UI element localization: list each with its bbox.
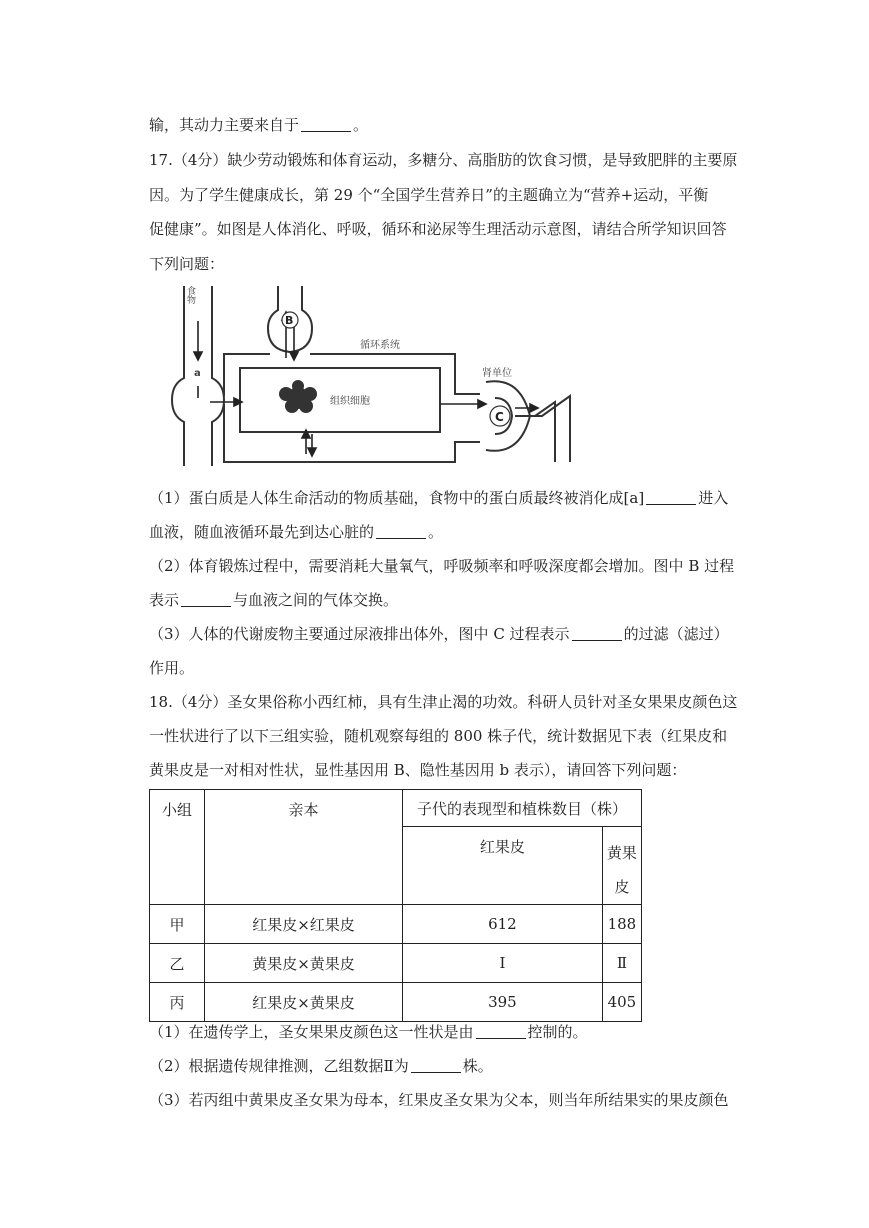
- q18-sub2-text: 株。: [462, 1057, 493, 1075]
- q17-sub3-line1: [149, 624, 729, 644]
- intro-text: 输，其动力主要来自于: [149, 116, 300, 134]
- label-tissue: 组织细胞: [330, 396, 370, 407]
- circulation-outer-left: [224, 354, 270, 396]
- label-C: C: [495, 410, 504, 424]
- header-red: 红果皮: [403, 827, 603, 905]
- label-circulation: 循环系统: [360, 340, 400, 351]
- cell-parent: 黄果皮×黄果皮: [205, 944, 403, 983]
- cell-parent: 红果皮×黄果皮: [205, 983, 403, 1022]
- q17-sub2-line2: [149, 590, 398, 610]
- answer-blank[interactable]: [411, 1058, 461, 1073]
- cell-group: 丙: [150, 983, 205, 1022]
- header-group: 小组: [150, 790, 205, 905]
- q17-sub3-text: 的过滤（滤过）: [623, 625, 729, 643]
- nephron-tubule-inner: [535, 402, 555, 462]
- physiology-diagram: [170, 276, 600, 472]
- q17-sub2-text: 表示: [149, 591, 180, 609]
- q18-line-1: 18.（4分）圣女果俗称小西红柿，具有生津止渴的功效。科研人员针对圣女果果皮颜色这: [149, 693, 738, 711]
- q17-sub2-text: 与血液之间的气体交换。: [233, 591, 399, 609]
- q17-sub1-line1: [149, 488, 728, 508]
- header-yellow: [602, 827, 641, 905]
- arrow-down-icon: [308, 448, 316, 456]
- nephron-tubule: [515, 396, 570, 462]
- tissue-cells: [279, 380, 317, 413]
- answer-blank[interactable]: [181, 592, 231, 607]
- table-row: [150, 944, 642, 983]
- punct: 。: [353, 116, 369, 134]
- intro-line: [149, 115, 368, 135]
- header-yellow-2: 皮: [614, 878, 630, 896]
- digestive-tube-right: [212, 286, 224, 466]
- q17-sub3-text: （3）人体的代谢废物主要通过尿液排出体外，图中 C 过程表示: [149, 625, 570, 643]
- arrow-right-icon: [530, 404, 538, 412]
- arrow-down-icon: [194, 352, 202, 360]
- answer-blank[interactable]: [301, 117, 351, 132]
- q18-sub1: [149, 1022, 588, 1042]
- q18-sub1-text: 控制的。: [527, 1023, 588, 1041]
- q18-sub3: （3）若丙组中黄果皮圣女果为母本，红果皮圣女果为父本，则当年所结果实的果皮颜色: [149, 1091, 729, 1109]
- q17-line-3: 促健康”。如图是人体消化、呼吸，循环和泌尿等生理活动示意图，请结合所学知识回答: [149, 220, 727, 238]
- q18-line-3: 黄果皮是一对相对性状，显性基因用 B、隐性基因用 b 表示），请回答下列问题：: [149, 761, 687, 779]
- q17-sub3-line2: 作用。: [149, 659, 195, 677]
- cell-group: 乙: [150, 944, 205, 983]
- q17-sub1-text: （1）蛋白质是人体生命活动的物质基础，食物中的蛋白质最终被消化成[a]: [149, 489, 645, 507]
- table-row: [150, 905, 642, 944]
- digestive-tube-left: [172, 286, 184, 466]
- cell-group: 甲: [150, 905, 205, 944]
- arrow-down-icon: [290, 352, 298, 360]
- q17-sub2-line1: （2）体育锻炼过程中，需要消耗大量氧气，呼吸频率和呼吸深度都会增加。图中 B 过程: [149, 557, 735, 575]
- header-offspring: 子代的表现型和植株数目（株）: [403, 790, 642, 827]
- label-B: B: [285, 314, 294, 327]
- genetics-table: [149, 789, 642, 1022]
- q17-line-1: 17.（4分）缺少劳动锻炼和体育运动，多糖分、高脂肪的饮食习惯，是导致肥胖的主要原: [149, 151, 738, 169]
- q18-sub1-text: （1）在遗传学上，圣女果果皮颜色这一性状是由: [149, 1023, 474, 1041]
- circulation-outer-top: [310, 354, 480, 394]
- label-a: a: [194, 368, 201, 379]
- q17-sub1-text: 进入: [698, 489, 729, 507]
- cell-yellow: 188: [602, 905, 641, 944]
- q18-line-2: 一性状进行了以下三组实验，随机观察每组的 800 株子代，统计数据见下表（红果皮和: [149, 727, 728, 745]
- cell-red: Ⅰ: [403, 944, 603, 983]
- table-row: [150, 983, 642, 1022]
- answer-blank[interactable]: [572, 626, 622, 641]
- label-food: 食物: [185, 286, 195, 304]
- cell-yellow: 405: [602, 983, 641, 1022]
- q17-sub1-text: 血液，随血液循环最先到达心脏的: [149, 523, 375, 541]
- arrow-right-icon: [478, 400, 486, 408]
- cell-red: 612: [403, 905, 603, 944]
- answer-blank[interactable]: [476, 1024, 526, 1039]
- label-kidney: 肾单位: [482, 368, 512, 379]
- q17-sub1-line2: [149, 522, 443, 542]
- cell-yellow: Ⅱ: [602, 944, 641, 983]
- q18-sub2: [149, 1056, 493, 1076]
- q17-line-2: 因。为了学生健康成长，第 29 个“全国学生营养日”的主题确立为“营养+运动，平衡: [149, 186, 709, 204]
- header-yellow-1: 黄果: [606, 844, 637, 862]
- answer-blank[interactable]: [646, 490, 696, 505]
- header-parent: 亲本: [205, 790, 403, 905]
- q18-sub2-text: （2）根据遗传规律推测，乙组数据Ⅱ为: [149, 1057, 409, 1075]
- cell-red: 395: [403, 983, 603, 1022]
- answer-blank[interactable]: [376, 524, 426, 539]
- punct: 。: [428, 523, 444, 541]
- cell-parent: 红果皮×红果皮: [205, 905, 403, 944]
- q17-line-4: 下列问题：: [149, 255, 225, 273]
